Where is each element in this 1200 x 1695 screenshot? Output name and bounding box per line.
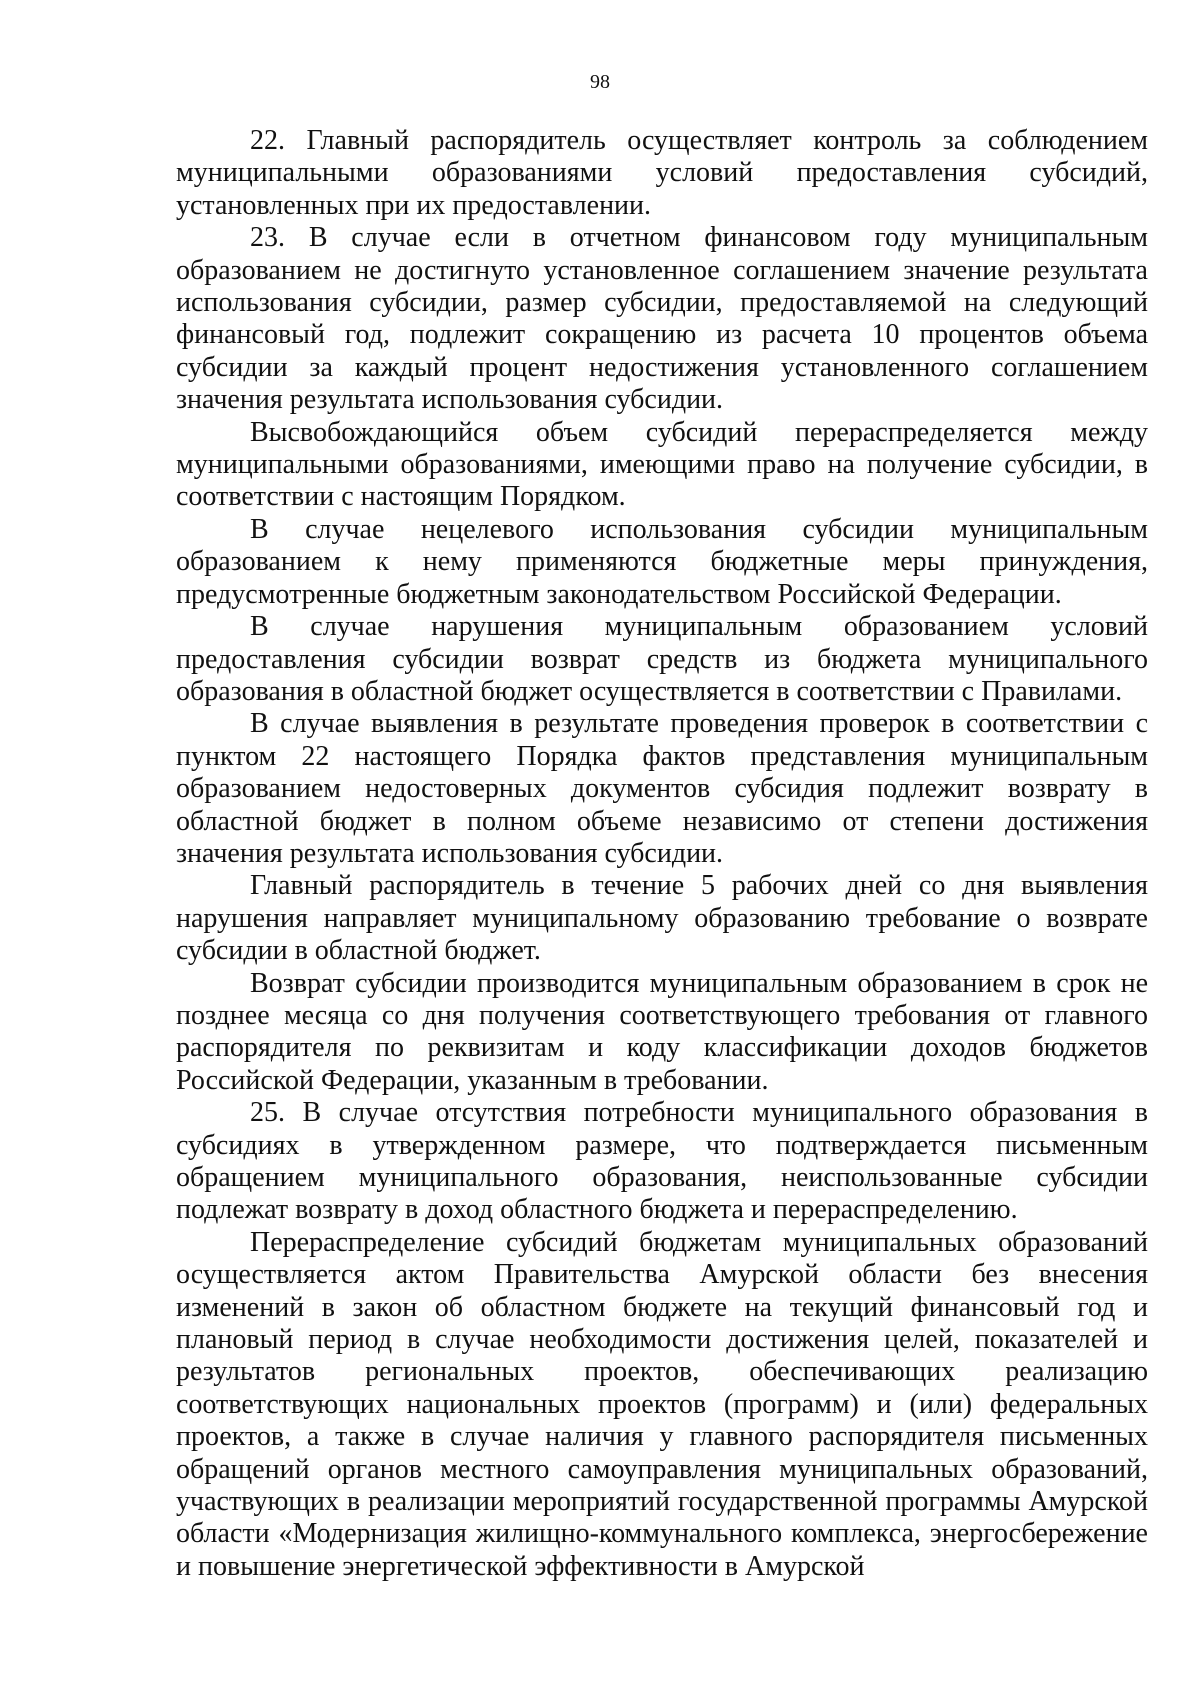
paragraph-23: 23. В случае если в отчетном финансовом году муниципальным образованием не достигнуто установленное соглашением значение результата использования субсидии, размер субсидии, предоставляемой на следующий финансовый год, подлежит сокращению из расчета 10 процентов объема субсидии за каждый процент недостижения установленного соглашением значения результата использования субсидии. bbox=[176, 222, 1148, 416]
paragraph-violation: В случае нарушения муниципальным образованием условий предоставления субсидии возврат средств из бюджета муниципального образования в областной бюджет осуществляется в соответствии с Правилами. bbox=[176, 611, 1148, 707]
page-number: 98 bbox=[590, 71, 610, 93]
paragraph-released-volume: Высвобождающийся объем субсидий перераспределяется между муниципальными образованиями, имеющими право на получение субсидии, в соответствии с настоящим Порядком. bbox=[176, 416, 1148, 513]
paragraph-25: 25. В случае отсутствия потребности муниципального образования в субсидиях в утвержденном размере, что подтверждается письменным обращением муниципального образования, неиспользованные субсидии подлежат возврату в доход областного бюджета и перераспределению. bbox=[176, 1097, 1148, 1226]
paragraph-22: 22. Главный распорядитель осуществляет контроль за соблюдением муниципальными образованиями условий предоставления субсидий, установленных при их предоставлении. bbox=[176, 125, 1148, 221]
document-body bbox=[176, 125, 1148, 1583]
paragraph-refund: Возврат субсидии производится муниципальным образованием в срок не позднее месяца со дня получения соответствующего требования от главного распорядителя по реквизитам и коду классификации доходов бюджетов Российской Федерации, указанным в требовании. bbox=[176, 967, 1148, 1096]
paragraph-demand: Главный распорядитель в течение 5 рабочих дней со дня выявления нарушения направляет муниципальному образованию требование о возврате субсидии в областной бюджет. bbox=[176, 870, 1148, 967]
paragraph-inspection: В случае выявления в результате проведения проверок в соответствии с пунктом 22 настоящего Порядка фактов представления муниципальным образованием недостоверных документов субсидия подлежит возврату в областной бюджет в полном объеме независимо от степени достижения значения результата использования субсидии. bbox=[176, 708, 1148, 869]
paragraph-redistribution: Перераспределение субсидий бюджетам муниципальных образований осуществляется актом Правительства Амурской области без внесения изменений в закон об областном бюджете на текущий финансовый год и плановый период в случае необходимости достижения целей, показателей и результатов региональных проектов, обеспечивающих реализацию соответствующих национальных проектов (программ) и (или) федеральных проектов, а также в случае наличия у главного распорядителя письменных обращений органов местного самоуправления муниципальных образований, участвующих в реализации мероприятий государственной программы Амурской области «Модернизация жилищно-коммунального комплекса, энергосбережение и повышение энергетической эффективности в Амурской bbox=[176, 1226, 1148, 1582]
paragraph-misuse: В случае нецелевого использования субсидии муниципальным образованием к нему применяются бюджетные меры принуждения, предусмотренные бюджетным законодательством Российской Федерации. bbox=[176, 513, 1148, 610]
